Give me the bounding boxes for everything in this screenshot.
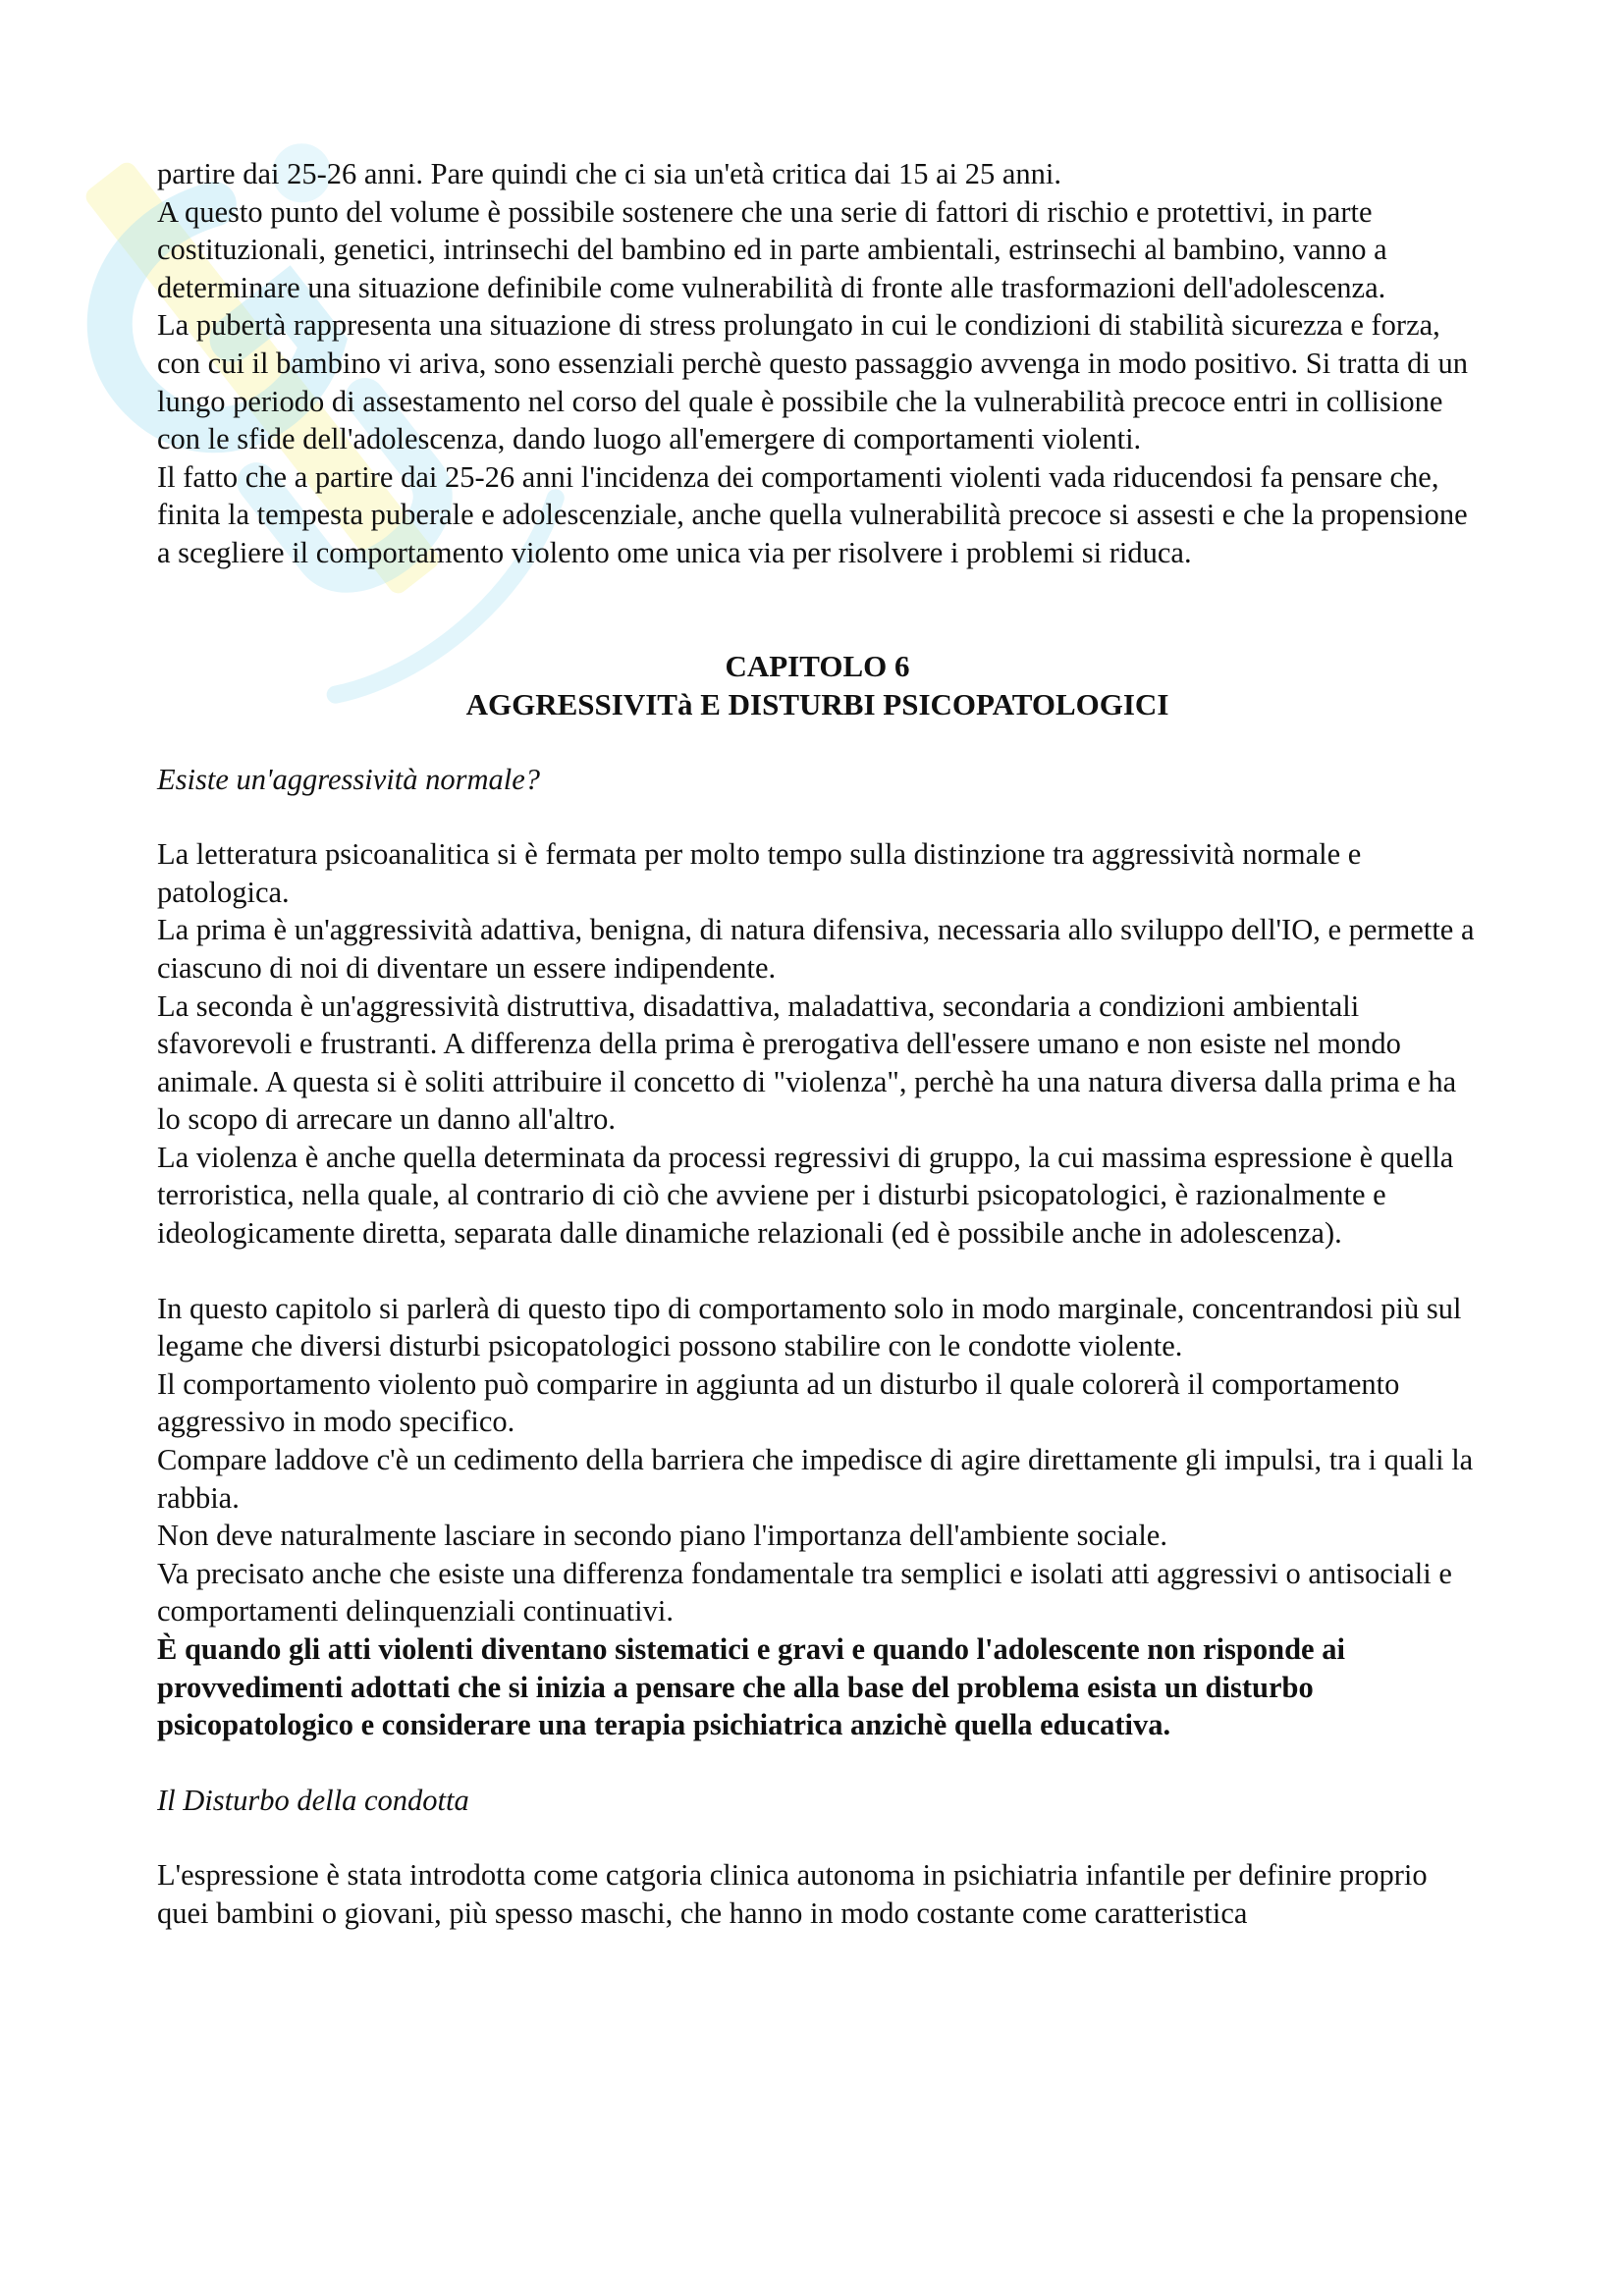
section-title: Esiste un'aggressività normale? (157, 762, 541, 796)
chapter-title: AGGRESSIVITà E DISTURBI PSICOPATOLOGICI (465, 686, 1169, 721)
paragraph: La pubertà rappresenta una situazione di stress prolungato in cui le condizioni di stabilità sicurezza e forza, con cui il bambino vi ariva, sono essenziali perchè questo passaggio avvenga in modo positivo. Si tratta di un lungo periodo di assestamento nel corso del quale è possibile che la vulnerabilità precoce entri in collisione con le sfide dell'adolescenza, dando luogo all'emergere di comportamenti violenti. (157, 308, 1468, 456)
section-title: Il Disturbo della condotta (157, 1783, 469, 1817)
paragraph: In questo capitolo si parlerà di questo tipo di comportamento solo in modo marginale, concentrandosi più sul legame che diversi disturbi psicopatologici possono stabilire con le condotte violente. (157, 1291, 1462, 1363)
paragraph: La letteratura psicoanalitica si è fermata per molto tempo sulla distinzione tra aggressività normale e patologica. (157, 837, 1362, 909)
paragraph: Compare laddove c'è un cedimento della barriera che impedisce di agire direttamente gli impulsi, tra i quali la rabbia. (157, 1443, 1474, 1515)
chapter-number: CAPITOLO 6 (725, 648, 910, 683)
paragraph: Non deve naturalmente lasciare in secondo piano l'importanza dell'ambiente sociale. (157, 1519, 1167, 1553)
section-body (157, 1290, 1478, 1744)
paragraph: La seconda è un'aggressività distruttiva, disadattiva, maladattiva, secondaria a condizioni ambientali sfavorevoli e frustranti. A differenza della prima è prerogativa dell'essere umano e non esiste nel mondo animale. A questa si è soliti attribuire il concetto di "violenza", perchè ha una natura diversa dalla prima e ha lo scopo di arrecare un danno all'altro. (157, 988, 1457, 1137)
paragraph: Va precisato anche che esiste una differenza fondamentale tra semplici e isolati atti aggressivi o antisociali e comportamenti delinquenziali continuativi. (157, 1556, 1452, 1629)
paragraph: partire dai 25-26 anni. Pare quindi che ci sia un'età critica dai 15 ai 25 anni. (157, 157, 1062, 190)
paragraph: L'espressione è stata introdotta come catgoria clinica autonoma in psichiatria infantile per definire proprio quei bambini o giovani, più spesso maschi, che hanno in modo costante come caratteristica (157, 1858, 1428, 1930)
section-body (157, 1856, 1478, 1932)
intro-block (157, 155, 1478, 572)
chapter-heading (157, 647, 1478, 723)
paragraph: Il comportamento violento può comparire in aggiunta ad un disturbo il quale colorerà il comportamento aggressivo in modo specifico. (157, 1366, 1400, 1439)
paragraph: La violenza è anche quella determinata da processi regressivi di gruppo, la cui massima espressione è quella terroristica, nella quale, al contrario di ciò che avviene per i disturbi psicopatologici, è razionalmente e ideologicamente diretta, separata dalle dinamiche relazionali (ed è possibile anche in adolescenza). (157, 1140, 1454, 1251)
section-body (157, 835, 1478, 1253)
document-page (157, 155, 1478, 1933)
paragraph: Il fatto che a partire dai 25-26 anni l'incidenza dei comportamenti violenti vada riducendosi fa pensare che, finita la tempesta puberale e adolescenziale, anche quella vulnerabilità precoce si assesti e che la propensione a scegliere il comportamento violento ome unica via per risolvere i problemi si riduca. (157, 459, 1468, 569)
paragraph: La prima è un'aggressività adattiva, benigna, di natura difensiva, necessaria allo sviluppo dell'IO, e permette a ciascuno di noi di diventare un essere indipendente. (157, 913, 1475, 985)
bold-paragraph: È quando gli atti violenti diventano sistematici e gravi e quando l'adolescente non risponde ai provvedimenti adottati che si inizia a pensare che alla base del problema esista un disturbo psicopatologico e considerare una terapia psichiatrica anzichè quella educativa. (157, 1632, 1345, 1742)
paragraph: A questo punto del volume è possibile sostenere che una serie di fattori di rischio e protettivi, in parte costituzionali, genetici, intrinsechi del bambino ed in parte ambientali, estrinsechi al bambino, vanno a determinare una situazione definibile come vulnerabilità di fronte alle trasformazioni dell'adolescenza. (157, 194, 1387, 304)
